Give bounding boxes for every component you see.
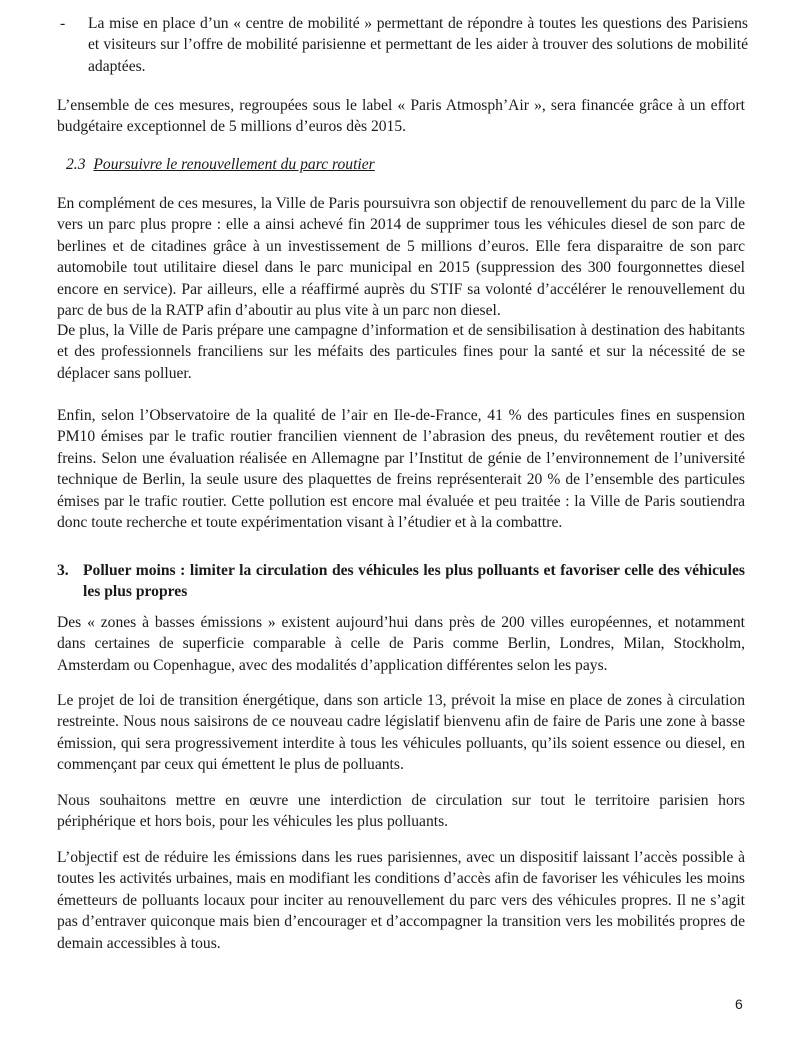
paragraph-projet-loi: Le projet de loi de transition énergétique, dans son article 13, prévoit la mise en place de zones à circulation restreinte. Nous nous saisirons de ce nouveau cadre législatif bienvenu afin de faire de Paris une zone à basse émission, qui sera progressivement interdite à tous les véhicules polluants, qu’ils soient essence ou diesel, en commençant par ceux qui émettent le plus de polluants.	[57, 692, 745, 774]
page-number: 6	[735, 996, 743, 1012]
section-title: Poursuivre le renouvellement du parc routier	[93, 156, 375, 173]
bullet-text: La mise en place d’un « centre de mobilité » permettant de répondre à toutes les questions des Parisiens et visiteurs sur l’offre de mobilité parisienne et permettant de les aider à trouver des solutions de mobilité adaptées.	[88, 15, 748, 75]
bullet-dash: -	[60, 15, 66, 32]
section-title: Polluer moins : limiter la circulation des véhicules les plus polluants et favoriser celle des véhicules les plus propres	[83, 562, 745, 601]
section-heading-2-3	[66, 154, 375, 175]
section-number: 3.	[57, 562, 69, 579]
paragraph-interdiction: Nous souhaitons mettre en œuvre une interdiction de circulation sur tout le territoire parisien hors périphérique et hors bois, pour les véhicules les plus polluants.	[57, 792, 745, 831]
section-number: 2.3	[66, 156, 86, 173]
paragraph-zones-basses-emissions: Des « zones à basses émissions » existent aujourd’hui dans près de 200 villes européennes, et notamment dans certaines de superficie comparable à celle de Paris comme Berlin, Londres, Milan, Stockholm, Amsterdam ou Copenhague, avec des modalités d’application différentes selon les pays.	[57, 614, 745, 674]
paragraph-campagne: De plus, la Ville de Paris prépare une campagne d’information et de sensibilisation à destination des habitants et des professionnels franciliens sur les méfaits des particules fines pour la santé et sur la nécessité de se déplacer sans polluer.	[57, 322, 745, 382]
paragraph-objectif: L’objectif est de réduire les émissions dans les rues parisiennes, avec un dispositif laissant l’accès possible à toutes les activités urbaines, mais en modifiant les conditions d’accès afin de favoriser les véhicules les moins émetteurs de polluants locaux pour inciter au renouvellement du parc vers des véhicules propres. Il ne s’agit pas d’entraver quiconque mais bien d’encourager et d’accompagner la transition vers les mobilités propres de demain accessibles à tous.	[57, 849, 745, 952]
paragraph-renouvellement: En complément de ces mesures, la Ville de Paris poursuivra son objectif de renouvellement du parc de la Ville vers un parc plus propre : elle a ainsi achevé fin 2014 de supprimer tous les véhicules diesel de son parc de berlines et de citadines grâce à un investissement de 5 millions d’euros. Elle fera disparaitre de son parc automobile tout utilitaire diesel dans le parc municipal en 2015 (suppression des 300 fourgonnettes diesel encore en service). Par ailleurs, elle a réaffirmé auprès du STIF sa volonté d’accélérer le renouvellement du parc de bus de la RATP afin d’aboutir au plus vite à un parc non diesel.	[57, 195, 745, 320]
bullet-item-centre-mobilite	[60, 13, 748, 77]
paragraph-atmosphair: L’ensemble de ces mesures, regroupées sous le label « Paris Atmosph’Air », sera financée grâce à un effort budgétaire exceptionnel de 5 millions d’euros dès 2015.	[57, 97, 745, 136]
paragraph-observatoire: Enfin, selon l’Observatoire de la qualité de l’air en Ile-de-France, 41 % des particules fines en suspension PM10 émises par le trafic routier francilien viennent de l’abrasion des pneus, du revêtement routier et des freins. Selon une évaluation réalisée en Allemagne par l’Institut de génie de l’environnement de l’université technique de Berlin, la seule usure des plaquettes de freins représenterait 20 % de l’ensemble des particules émises par le trafic routier. Cette pollution est encore mal évaluée et peu traitée : la Ville de Paris soutiendra donc toute recherche et toute expérimentation visant à l’étudier et à la combattre.	[57, 407, 745, 532]
section-heading-3	[57, 560, 745, 603]
